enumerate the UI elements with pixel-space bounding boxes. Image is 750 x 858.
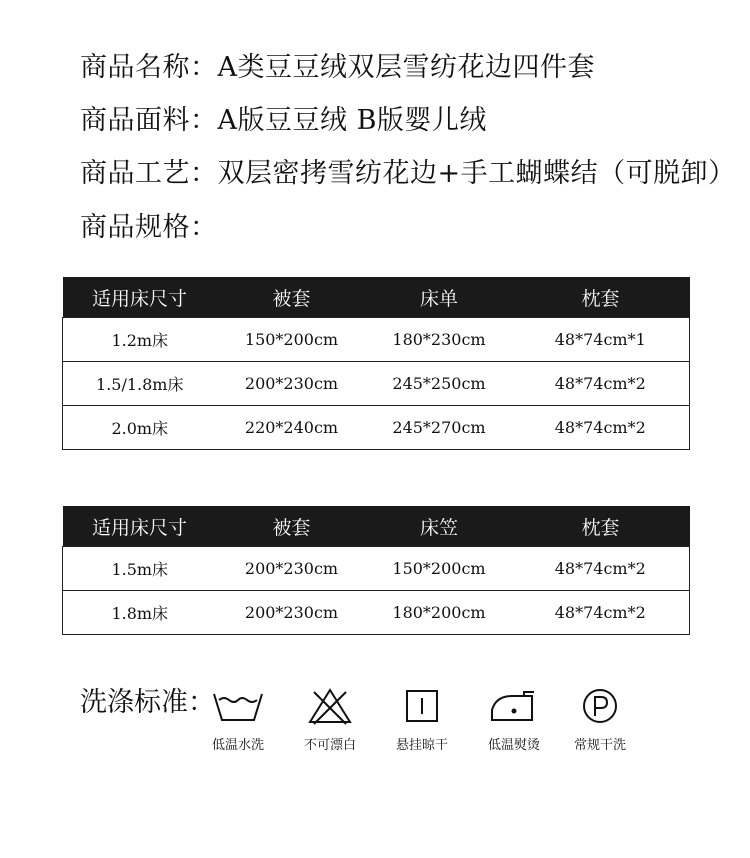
iron-low-icon [486, 686, 542, 726]
wash-basin-icon [210, 686, 266, 726]
table-row [63, 547, 690, 591]
product-spec-label: 商品规格： [80, 212, 218, 243]
duvet-cover-cell: 200*230cm [217, 591, 367, 635]
product-name-line [80, 51, 595, 85]
care-item-low-temp-wash [198, 686, 278, 754]
header-bed-size: 适用床尺寸 [63, 277, 217, 318]
pillowcase-cell: 48*74cm*2 [512, 547, 690, 591]
duvet-cover-cell: 200*230cm [217, 362, 367, 406]
care-item-low-temp-iron [474, 686, 554, 754]
bed-size-cell: 1.2m床 [63, 318, 217, 362]
size-table-flat-sheet [62, 277, 690, 450]
table-row [63, 591, 690, 635]
header-duvet-cover: 被套 [217, 277, 367, 318]
hang-dry-icon [402, 686, 442, 726]
product-fabric-value: A版豆豆绒 B版婴儿绒 [217, 105, 487, 136]
bed-size-cell: 1.8m床 [63, 591, 217, 635]
table-header-row [63, 506, 690, 547]
care-instructions-title: 洗涤标准： [80, 687, 215, 718]
header-pillowcase: 枕套 [512, 277, 690, 318]
product-craft-line [80, 157, 736, 191]
header-pillowcase: 枕套 [512, 506, 690, 547]
bed-size-cell: 1.5/1.8m床 [63, 362, 217, 406]
care-label: 低温熨烫 [487, 738, 540, 753]
duvet-cover-cell: 220*240cm [217, 406, 367, 450]
product-fabric-label: 商品面料： [80, 105, 218, 136]
fitted-sheet-cell: 180*200cm [367, 591, 512, 635]
header-bed-size: 适用床尺寸 [63, 506, 217, 547]
duvet-cover-cell: 200*230cm [217, 547, 367, 591]
care-item-hang-dry [382, 686, 462, 754]
product-craft-value: 双层密拷雪纺花边+手工蝴蝶结（可脱卸） [217, 158, 736, 189]
product-name-label: 商品名称： [80, 52, 218, 83]
table-row [63, 318, 690, 362]
table-row [63, 362, 690, 406]
no-bleach-icon [306, 686, 354, 726]
table-header-row [63, 277, 690, 318]
header-flat-sheet: 床单 [367, 277, 512, 318]
pillowcase-cell: 48*74cm*2 [512, 591, 690, 635]
duvet-cover-cell: 150*200cm [217, 318, 367, 362]
flat-sheet-cell: 180*230cm [367, 318, 512, 362]
care-label: 低温水洗 [211, 738, 264, 753]
product-fabric-line [80, 104, 487, 138]
flat-sheet-cell: 245*270cm [367, 406, 512, 450]
product-name-value: A类豆豆绒双层雪纺花边四件套 [217, 52, 595, 83]
pillowcase-cell: 48*74cm*2 [512, 406, 690, 450]
bed-size-cell: 1.5m床 [63, 547, 217, 591]
size-table-fitted-sheet [62, 506, 690, 635]
care-item-dry-clean [560, 686, 640, 754]
pillowcase-cell: 48*74cm*1 [512, 318, 690, 362]
dry-clean-p-icon [578, 686, 622, 726]
care-label: 悬挂晾干 [395, 738, 448, 753]
product-spec-line [80, 211, 218, 245]
table-row [63, 406, 690, 450]
care-label: 不可漂白 [303, 738, 356, 753]
header-duvet-cover: 被套 [217, 506, 367, 547]
bed-size-cell: 2.0m床 [63, 406, 217, 450]
header-fitted-sheet: 床笠 [367, 506, 512, 547]
flat-sheet-cell: 245*250cm [367, 362, 512, 406]
pillowcase-cell: 48*74cm*2 [512, 362, 690, 406]
care-label: 常规干洗 [573, 738, 626, 753]
care-item-no-bleach [290, 686, 370, 754]
product-craft-label: 商品工艺： [80, 158, 218, 189]
fitted-sheet-cell: 150*200cm [367, 547, 512, 591]
